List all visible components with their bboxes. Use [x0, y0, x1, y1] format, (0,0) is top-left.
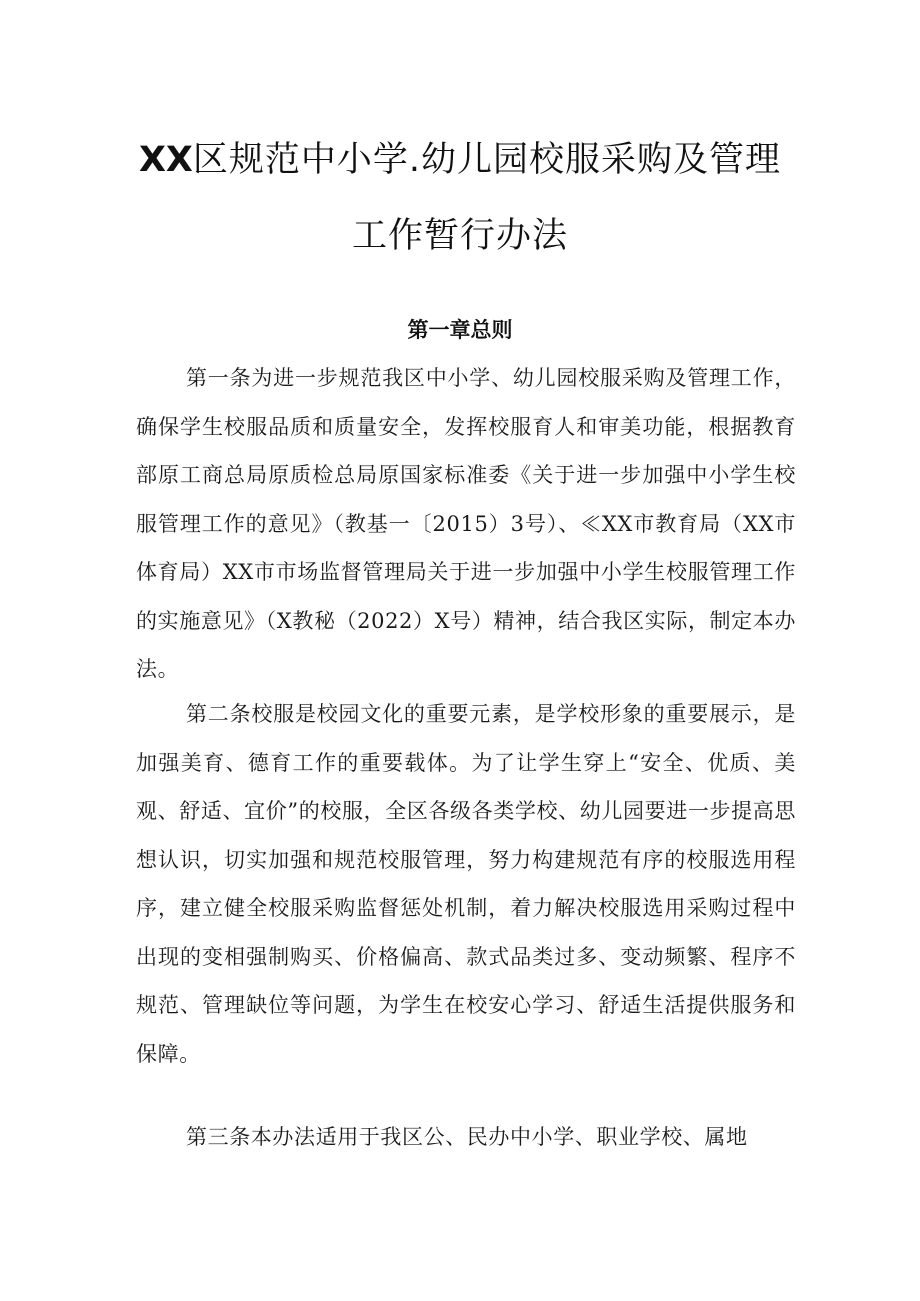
chapter-heading: 第一章总则 [407, 318, 513, 342]
document-title-line-2: 工作暂行办法 [351, 216, 568, 256]
article-3: 第三条本办法适用于我区公、民办中小学、职业学校、属地 [186, 1125, 748, 1149]
title-prefix: XX [138, 140, 193, 180]
article-2: 第二条校服是校园文化的重要元素，是学校形象的重要展示，是加强美育、德育工作的重要载体。为了让学生穿上“安全、优质、美观、舒适、宜价”的校服，全区各级各类学校、幼儿园要进一步提高思想认识，切实加强和规范校服管理，努力构建规范有序的校服选用程序，建立健全校服采购监督惩处机制，着力解决校服选用采购过程中出现的变相强制购买、价格偏高、款式品类过多、变动频繁、程序不规范、管理缺位等问题，为学生在校安心学习、舒适生活提供服务和保障。 [136, 702, 796, 1066]
document-title-line-1 [0, 132, 920, 182]
title-line-1-text: 区规范中小学.幼儿园校服采购及管理 [192, 140, 782, 180]
article-1: 第一条为进一步规范我区中小学、幼儿园校服采购及管理工作，确保学生校服品质和质量安全，发挥校服育人和审美功能，根据教育部原工商总局原质检总局原国家标准委《关于进一步加强中小学生校服管理工作的意见》（教基一〔2015）3号）、≪XX市教育局（XX市体育局）XX市市场监督管理局关于进一步加强中小学生校服管理工作的实施意见》（X教秘（2022）X号）精神，结合我区实际，制定本办法。 [136, 366, 796, 681]
